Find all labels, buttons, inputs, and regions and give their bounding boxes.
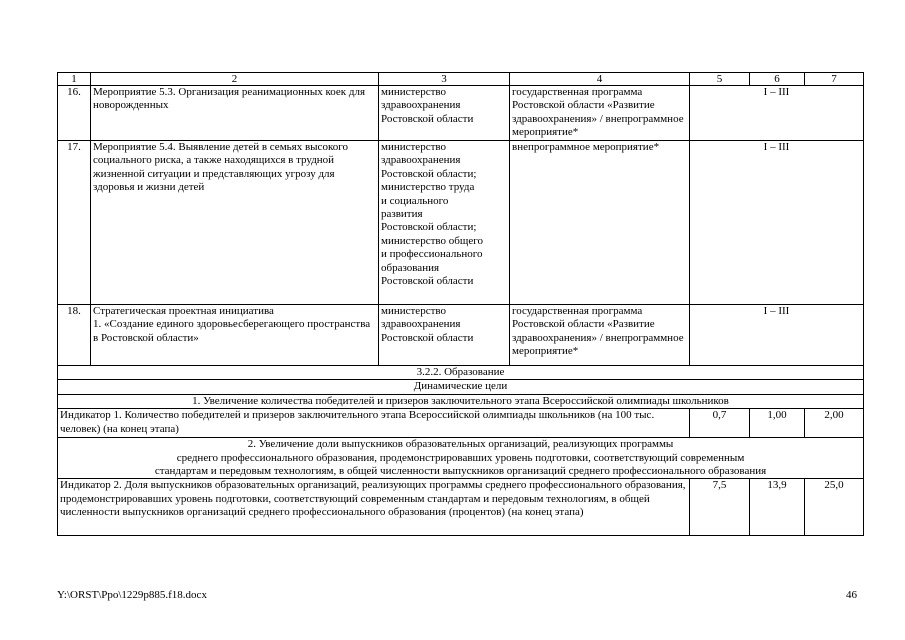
- dynamic-goals-row: [58, 380, 864, 394]
- column-header-4: 4: [510, 73, 690, 86]
- table-row: [58, 86, 864, 141]
- stage-cell: I – III: [690, 141, 864, 305]
- indicator-2-value-2: 13,9: [750, 479, 805, 536]
- indicator-1-value-2: 1,00: [750, 409, 805, 438]
- row-number: 18.: [58, 305, 91, 366]
- event-cell: Мероприятие 5.4. Выявление детей в семьях высокого социального риска, а также находящихся в трудной жизненной ситуации и представляющих угрозу для здоровья и жизни детей: [91, 141, 379, 305]
- section-title-row: [58, 366, 864, 380]
- row-number: 17.: [58, 141, 91, 305]
- column-header-3: 3: [379, 73, 510, 86]
- stage-cell: I – III: [690, 305, 864, 366]
- indicator-1-value-1: 0,7: [690, 409, 750, 438]
- indicator-1-text: Индикатор 1. Количество победителей и призеров заключительного этапа Всероссийской олимпиады школьников (на 100 тыс. человек) (на конец этапа): [58, 409, 690, 438]
- column-header-5: 5: [690, 73, 750, 86]
- goal-1: 1. Увеличение количества победителей и призеров заключительного этапа Всероссийской олимпиады школьников: [58, 394, 864, 408]
- column-header-2: 2: [91, 73, 379, 86]
- page-number: 46: [846, 589, 857, 601]
- indicator-2-value-1: 7,5: [690, 479, 750, 536]
- column-number-row: [58, 73, 864, 86]
- event-cell: Стратегическая проектная инициатива 1. «Создание единого здоровьесберегающего пространства в Ростовской области»: [91, 305, 379, 366]
- executor-cell: министерство здравоохранения Ростовской области; министерство труда и социального развития Ростовской области; министерство общего и профессионального образования Ростовской области: [379, 141, 510, 305]
- row-number: 16.: [58, 86, 91, 141]
- column-header-1: 1: [58, 73, 91, 86]
- program-cell: государственная программа Ростовской области «Развитие здравоохранения» / внепрограммное мероприятие*: [510, 86, 690, 141]
- indicator-2-text: Индикатор 2. Доля выпускников образовательных организаций, реализующих программы среднего профессионального образования, продемонстрировавших уровень подготовки, соответствующий современным стандартам и передовым технологиям, в общей численности выпускников организаций среднего профессионального образования (процентов) (на конец этапа): [58, 479, 690, 536]
- goal-row: [58, 394, 864, 408]
- indicator-row: [58, 409, 864, 438]
- column-header-7: 7: [805, 73, 864, 86]
- stage-cell: I – III: [690, 86, 864, 141]
- executor-cell: министерство здравоохранения Ростовской области: [379, 305, 510, 366]
- indicator-1-value-3: 2,00: [805, 409, 864, 438]
- section-title: 3.2.2. Образование: [58, 366, 864, 380]
- indicator-row: [58, 479, 864, 536]
- footer-file-path: Y:\ORST\Ppo\1229p885.f18.docx: [57, 589, 207, 601]
- dynamic-goals-heading: Динамические цели: [58, 380, 864, 394]
- executor-cell: министерство здравоохранения Ростовской области: [379, 86, 510, 141]
- document-table: [57, 72, 864, 536]
- program-cell: внепрограммное мероприятие*: [510, 141, 690, 305]
- event-cell: Мероприятие 5.3. Организация реанимационных коек для новорожденных: [91, 86, 379, 141]
- indicator-2-value-3: 25,0: [805, 479, 864, 536]
- goal-2: 2. Увеличение доли выпускников образовательных организаций, реализующих программы среднего профессионального образования, продемонстрировавших уровень подготовки, соответствующий современным стандартам и передовым технологиям, в общей численности выпускников организаций среднего профессионального образования: [58, 438, 864, 479]
- program-cell: государственная программа Ростовской области «Развитие здравоохранения» / внепрограммное мероприятие*: [510, 305, 690, 366]
- table-row: [58, 305, 864, 366]
- table-row: [58, 141, 864, 305]
- goal-row: [58, 438, 864, 479]
- column-header-6: 6: [750, 73, 805, 86]
